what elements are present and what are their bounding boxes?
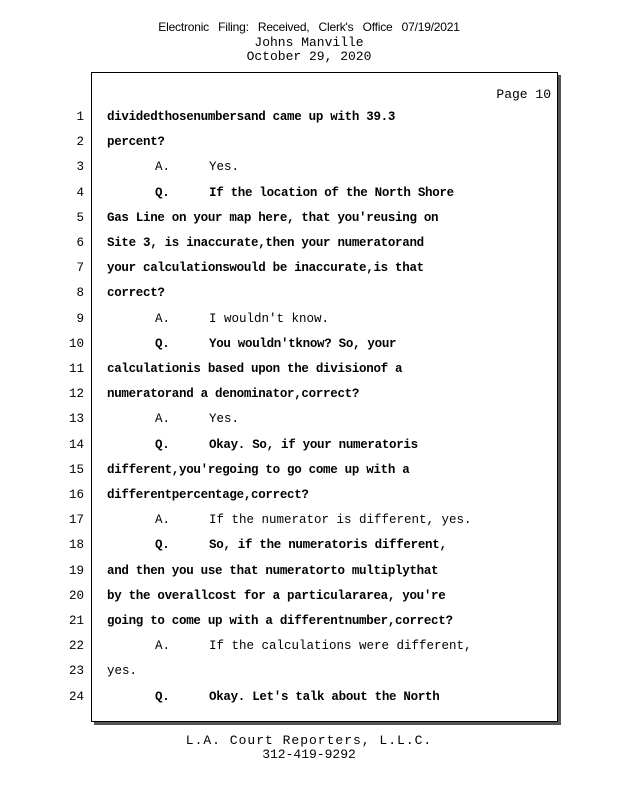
filing-stamp: Electronic Filing: Received, Clerk's Office 07/19/2021 <box>158 20 460 34</box>
speaker-label: Q. <box>155 186 170 200</box>
line-text: Gas Line on your map here, that you'reusing on <box>107 211 439 225</box>
line-text: Yes. <box>209 160 240 174</box>
speaker-label: A. <box>155 312 171 326</box>
line-number: 1 <box>76 110 84 124</box>
line-number: 13 <box>68 412 84 426</box>
line-number: 11 <box>68 362 84 376</box>
line-text: differentpercentage,correct? <box>107 488 309 502</box>
line-text: different,you'regoing to go come up with a <box>107 463 410 477</box>
line-number: 16 <box>68 488 84 502</box>
line-text: If the calculations were different, <box>209 639 472 653</box>
line-number: 23 <box>68 664 84 678</box>
line-text: and then you use that numeratorto multiplythat <box>107 564 439 578</box>
transcript-line <box>107 612 453 630</box>
speaker-label: A. <box>155 513 171 527</box>
line-number: 12 <box>68 387 84 401</box>
line-text: correct? <box>107 286 165 300</box>
speaker-label: A. <box>155 412 171 426</box>
line-number: 10 <box>68 337 84 351</box>
transcript-line <box>107 461 409 479</box>
line-number: 9 <box>76 312 84 326</box>
transcript-line <box>155 310 329 328</box>
transcript-line <box>107 284 165 302</box>
speaker-label: Q. <box>155 690 170 704</box>
line-number: 18 <box>68 538 84 552</box>
speaker-label: Q. <box>155 337 170 351</box>
line-text: I wouldn't know. <box>209 312 330 326</box>
deposition-date: October 29, 2020 <box>246 49 372 64</box>
line-text: by the overallcost for a particulararea, you're <box>107 589 446 603</box>
transcript-line <box>107 486 309 504</box>
transcript-line <box>107 209 438 227</box>
line-text: going to come up with a differentnumber,correct? <box>107 614 453 628</box>
line-number: 5 <box>76 211 84 225</box>
line-number: 6 <box>76 236 84 250</box>
line-text: Okay. So, if your numeratoris <box>209 438 418 452</box>
line-number: 7 <box>76 261 84 275</box>
transcript-line <box>107 108 395 126</box>
transcript-line <box>107 562 438 580</box>
line-number: 17 <box>68 513 84 527</box>
transcript-line <box>155 184 454 202</box>
line-number: 21 <box>68 614 84 628</box>
deponent-name: Johns Manville <box>254 35 364 50</box>
speaker-label: Q. <box>155 438 170 452</box>
line-number: 14 <box>68 438 84 452</box>
line-text: If the location of the North Shore <box>209 186 454 200</box>
line-number: 8 <box>76 286 84 300</box>
transcript-line <box>155 410 239 428</box>
line-text: So, if the numeratoris different, <box>209 538 447 552</box>
transcript-line <box>107 385 359 403</box>
line-text: your calculationswould be inaccurate,is that <box>107 261 424 275</box>
transcript-line <box>107 234 424 252</box>
court-reporter-phone: 312-419-9292 <box>262 747 356 762</box>
line-text: dividedthosenumbersand came up with 39.3 <box>107 110 396 124</box>
transcript-line <box>107 662 137 680</box>
line-text: You wouldn'tknow? So, your <box>209 337 397 351</box>
transcript-line <box>155 335 396 353</box>
line-number: 24 <box>68 690 84 704</box>
line-text: numeratorand a denominator,correct? <box>107 387 360 401</box>
line-number: 3 <box>76 160 84 174</box>
transcript-line <box>107 259 424 277</box>
transcript-line <box>155 158 239 176</box>
line-number: 2 <box>76 135 84 149</box>
speaker-label: A. <box>155 639 171 653</box>
transcript-line <box>155 688 439 706</box>
line-text: percent? <box>107 135 165 149</box>
line-text: yes. <box>107 664 138 678</box>
speaker-label: A. <box>155 160 171 174</box>
page-number: Page 10 <box>496 87 551 102</box>
line-number: 4 <box>76 186 84 200</box>
transcript-line <box>107 360 402 378</box>
transcript-line <box>155 436 418 454</box>
line-text: Site 3, is inaccurate,then your numeratorand <box>107 236 424 250</box>
line-text: Yes. <box>209 412 240 426</box>
line-number: 20 <box>68 589 84 603</box>
line-number: 22 <box>68 639 84 653</box>
speaker-label: Q. <box>155 538 170 552</box>
transcript-line <box>155 511 472 529</box>
transcript-line <box>155 536 447 554</box>
line-text: Okay. Let's talk about the North <box>209 690 440 704</box>
line-number: 15 <box>68 463 84 477</box>
court-reporter-name: L.A. Court Reporters, L.L.C. <box>185 733 433 748</box>
line-number: 19 <box>68 564 84 578</box>
line-text: If the numerator is different, yes. <box>209 513 472 527</box>
transcript-line <box>155 637 472 655</box>
transcript-line <box>107 587 445 605</box>
line-text: calculationis based upon the divisionof a <box>107 362 403 376</box>
transcript-line <box>107 133 165 151</box>
